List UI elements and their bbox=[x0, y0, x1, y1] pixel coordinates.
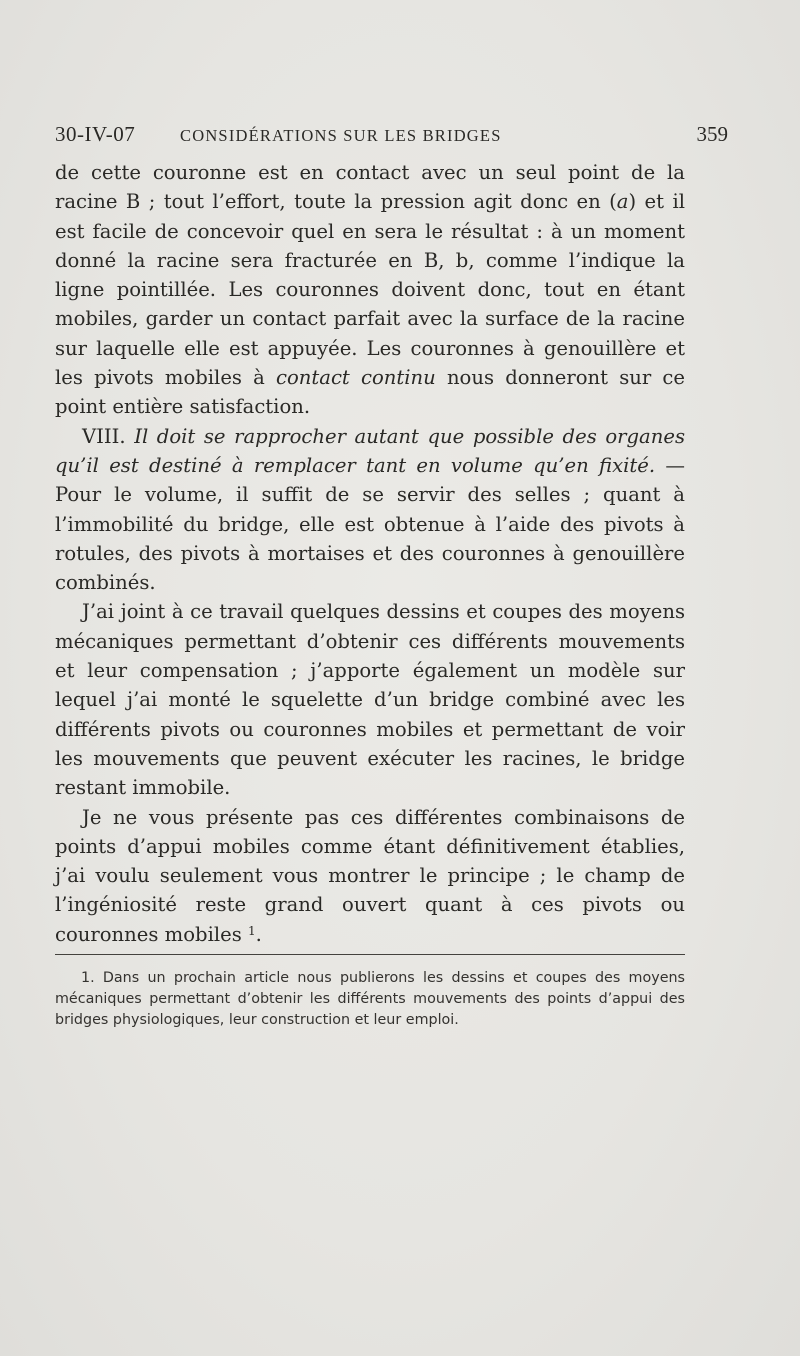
paragraph-4-text: Je ne vous présente pas ces différentes combinaisons de points d’appui mobiles comme étant définitivement établies, j’ai voulu seulement vous montrer le principe ; le champ de l’ingéniosité reste grand ouvert quant à ces pivots ou couronnes mobiles bbox=[55, 805, 685, 946]
main-text bbox=[55, 158, 685, 949]
paragraph-1-text-b: ) et il est facile de concevoir quel en sera le résultat : à un moment donné la racine sera fracturée en B, b, comme l’indique la ligne pointillée. Les couronnes doivent donc, tout en étant mobiles, garder un contact parfait avec la surface de la racine sur laquelle elle est appuyée. Les couronnes à genouillère et les pivots mobiles à bbox=[55, 190, 685, 390]
paragraph-1 bbox=[55, 158, 685, 422]
paragraph-1-italic-b: contact continu bbox=[276, 366, 436, 390]
footnote-divider bbox=[55, 954, 685, 955]
paragraph-2-text: — Pour le volume, il suffit de se servir des selles ; quant à l’immobilité du bridge, elle est obtenue à l’aide des pivots à rotules, des pivots à mortaises et des couronnes à genouillère combinés. bbox=[55, 453, 685, 595]
section-heading: Il doit se rapprocher autant que possible des organes qu’il est destiné à remplacer tant en volume qu’en fixité. bbox=[55, 424, 685, 477]
paragraph-4 bbox=[55, 803, 685, 949]
page-number: 359 bbox=[696, 122, 728, 146]
paragraph-1-text-a: de cette couronne est en contact avec un seul point de la racine B ; tout l’effort, toute la pression agit donc en ( bbox=[55, 161, 685, 214]
paragraph-4-end: . bbox=[255, 922, 262, 946]
paragraph-1-italic-a: a bbox=[616, 190, 629, 214]
footnote: 1. Dans un prochain article nous publierons les dessins et coupes des moyens mécaniques permettant d’obtenir les différents mouvements des points d’appui des bridges physiologiques, leur construction et leur emploi. bbox=[55, 970, 685, 1028]
running-title: CONSIDÉRATIONS SUR LES BRIDGES bbox=[180, 126, 502, 145]
paragraph-2 bbox=[55, 422, 685, 598]
header-date: 30-IV-07 bbox=[55, 122, 136, 146]
paragraph-3: J’ai joint à ce travail quelques dessins et coupes des moyens mécaniques permettant d’obtenir ces différents mouvements et leur compensation ; j’apporte également un modèle sur lequel j’ai monté le squelette d’un bridge combiné avec les différents pivots ou couronnes mobiles et permettant de voir les mouvements que peuvent exécuter les racines, le bridge restant immobile. bbox=[55, 600, 685, 800]
paragraph-1-text-c: nous donneront sur ce point entière satisfaction. bbox=[55, 366, 685, 419]
running-header bbox=[55, 122, 745, 152]
footnote-reference: 1 bbox=[248, 923, 256, 938]
section-number: VIII. bbox=[82, 424, 135, 448]
